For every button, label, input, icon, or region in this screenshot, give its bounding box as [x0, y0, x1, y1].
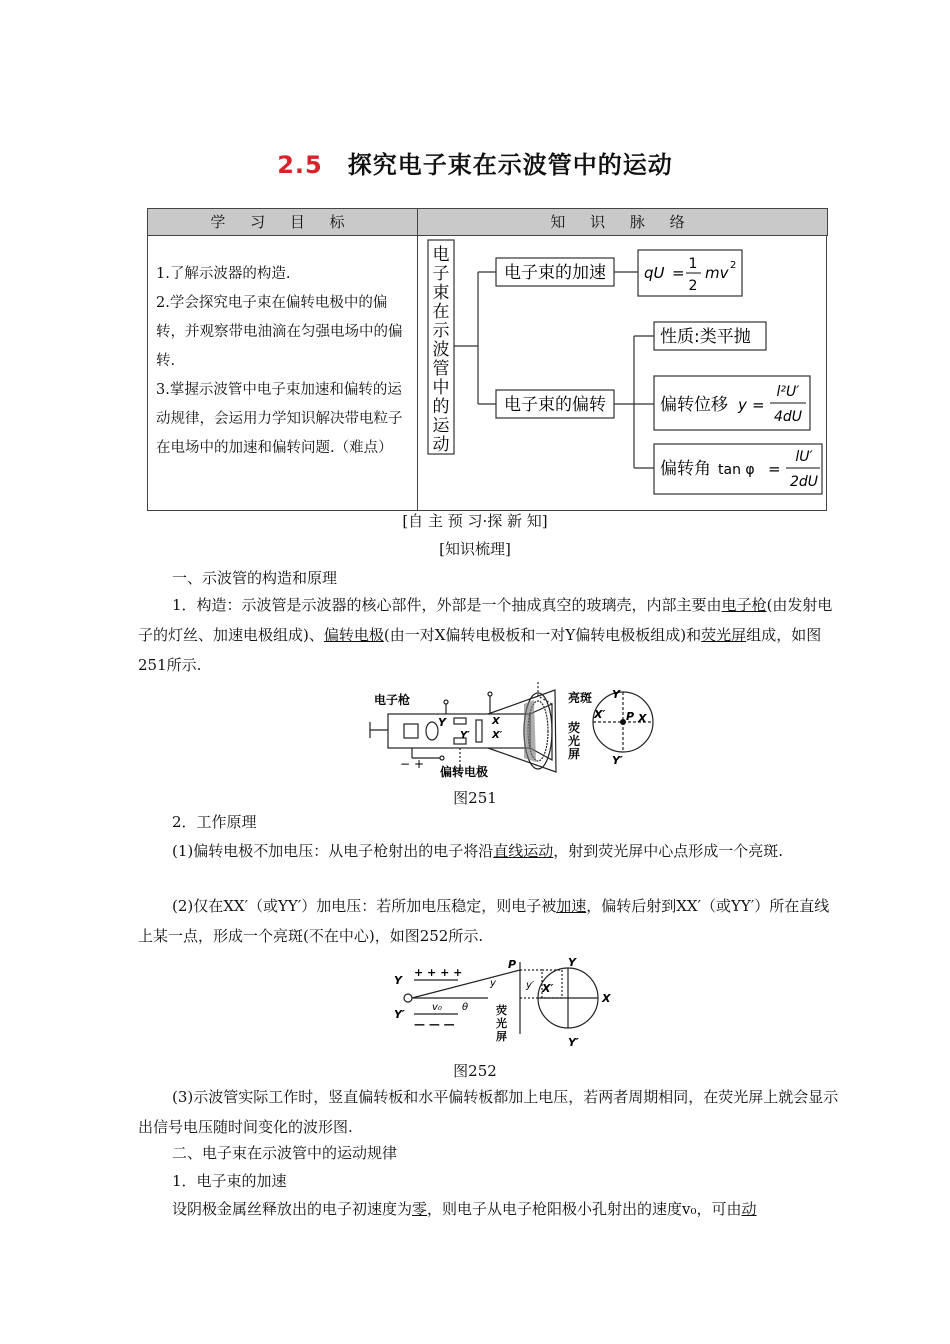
fig1-minus: −: [400, 757, 411, 771]
paragraph-waveform: (3)示波管实际工作时，竖直偏转板和水平偏转板都加上电压，若两者周期相同，在荧光屏上就会显示出信号电压随时间变化的波形图.: [138, 1088, 839, 1136]
map-angle: 偏转角: [660, 459, 711, 479]
disp-den: 4dU: [773, 409, 803, 425]
term-accelerated: 加速: [556, 897, 587, 915]
goal-item: 1.了解示波器的构造.: [156, 266, 291, 282]
figure-251: [360, 682, 660, 780]
svg-text:— — —: — — —: [414, 1018, 455, 1031]
section-tag: [自 主 预 习·探 新 知]: [402, 512, 548, 530]
fig2-caption: 图252: [453, 1062, 497, 1080]
svg-text:X: X: [638, 712, 647, 725]
fig1-caption: 图251: [453, 789, 497, 807]
svg-text:Y: Y: [394, 974, 402, 987]
heading-1: 一、示波管的构造和原理: [172, 569, 338, 587]
term-zero: 零: [412, 1200, 428, 1218]
svg-text:Y′: Y′: [460, 730, 470, 741]
goal-item: 2.学会探究电子束在偏转电极中的偏转，并观察带电油滴在匀强电场中的偏转.: [156, 295, 403, 369]
svg-text:Y: Y: [612, 688, 620, 701]
svg-text:Y: Y: [568, 958, 576, 969]
goal-header: 学 习 目 标: [147, 208, 418, 236]
accel-rhs: mv: [705, 264, 729, 282]
map-deflect: 电子束的偏转: [504, 395, 606, 415]
fig1-gun-label: 电子枪: [374, 693, 411, 707]
svg-text:P: P: [508, 958, 517, 971]
svg-text:X: X: [602, 992, 611, 1005]
map-accel: 电子束的加速: [504, 263, 606, 283]
svg-text:Y′: Y′: [612, 754, 623, 767]
paragraph-construction: 1．构造：示波管是示波器的核心部件，外部是一个抽成真空的玻璃壳，内部主要由电子枪(由发射电子的灯丝、加速电极组成)、偏转电极(由一对X偏转电极板和一对Y偏转电极板组成)和荧光屏组成，如图251所示.: [138, 596, 833, 674]
term-kinetic: 动: [741, 1200, 757, 1218]
disp-var: y: [738, 396, 747, 414]
svg-text:Y′: Y′: [568, 1036, 579, 1049]
goal-list: [156, 260, 410, 463]
svg-text:X′: X′: [492, 730, 503, 741]
paragraph-no-voltage: (1)偏转电极不加电压：从电子枪射出的电子将沿直线运动，射到荧光屏中心点形成一个亮斑.: [172, 842, 784, 860]
map-root-label: 电子束在示波管中的运动: [432, 245, 450, 455]
term-deflection-electrode: 偏转电极: [323, 626, 384, 644]
svg-text:P: P: [626, 710, 635, 723]
paragraph-acceleration: 设阴极金属丝释放出的电子初速度为零，则电子从电子枪阳极小孔射出的速度v₀，可由动: [172, 1200, 757, 1218]
term-screen: 荧光屏: [701, 626, 747, 644]
angle-eq: =: [768, 460, 781, 478]
svg-text:X: X: [492, 716, 500, 727]
map-nature: 性质:类平抛: [660, 327, 751, 347]
angle-den: 2dU: [789, 474, 819, 490]
svg-text:X′: X′: [542, 982, 554, 995]
svg-text:Y: Y: [438, 716, 446, 729]
accel-lhs: qU: [644, 264, 665, 282]
fig1-screen-label: 荧光屏: [568, 721, 581, 761]
page-title: [0, 145, 950, 180]
section-number: 2.5: [277, 151, 323, 179]
disp-eq: =: [752, 396, 765, 414]
svg-text:X′: X′: [594, 708, 606, 721]
fig2-v0: v₀: [432, 1002, 442, 1013]
fig1-spot-label: 亮斑: [568, 691, 593, 705]
paragraph-xx-voltage: (2)仅在XX′（或YY′）加电压：若所加电压稳定，则电子被加速，偏转后射到XX′（或YY′）所在直线上某一点，形成一个亮斑(不在中心)，如图252所示.: [138, 897, 830, 945]
disp-num: l²U′: [776, 384, 800, 400]
fig1-plates-label: 偏转电极: [440, 765, 489, 779]
figure-252: [390, 958, 620, 1054]
accel-frac-num: 1: [688, 256, 698, 272]
angle-var: tan φ: [718, 462, 755, 478]
accel-frac-den: 2: [688, 278, 698, 294]
fig1-plus: +: [414, 757, 425, 771]
map-header: 知 识 脉 络: [417, 208, 828, 236]
title-text: 探究电子束在示波管中的运动: [347, 151, 673, 179]
term-straight-line: 直线运动: [493, 842, 554, 860]
svg-text:+ + + +: + + + +: [414, 966, 463, 979]
goal-item: 3.掌握示波管中电子束加速和偏转的运动规律，会运用力学知识解决带电粒子在电场中的加速和偏转问题.（难点）: [156, 382, 403, 456]
sub-tag: [知识梳理]: [439, 540, 511, 558]
angle-num: lU′: [795, 449, 813, 465]
heading-2: 二、电子束在示波管中的运动规律: [172, 1144, 398, 1162]
fig2-screen-label: 荧光屏: [496, 1004, 507, 1043]
accel-eq: =: [672, 264, 685, 282]
svg-text:y′: y′: [526, 980, 535, 991]
svg-text:y: y: [490, 978, 496, 989]
map-displacement: 偏转位移: [660, 395, 728, 415]
svg-text:θ: θ: [462, 1002, 469, 1013]
accel-exp: 2: [730, 260, 737, 271]
heading-acceleration: 1．电子束的加速: [172, 1172, 287, 1190]
knowledge-map: [418, 236, 827, 511]
heading-principle: 2．工作原理: [172, 813, 257, 831]
term-electron-gun: 电子枪: [721, 596, 767, 614]
svg-text:Y′: Y′: [394, 1008, 405, 1021]
